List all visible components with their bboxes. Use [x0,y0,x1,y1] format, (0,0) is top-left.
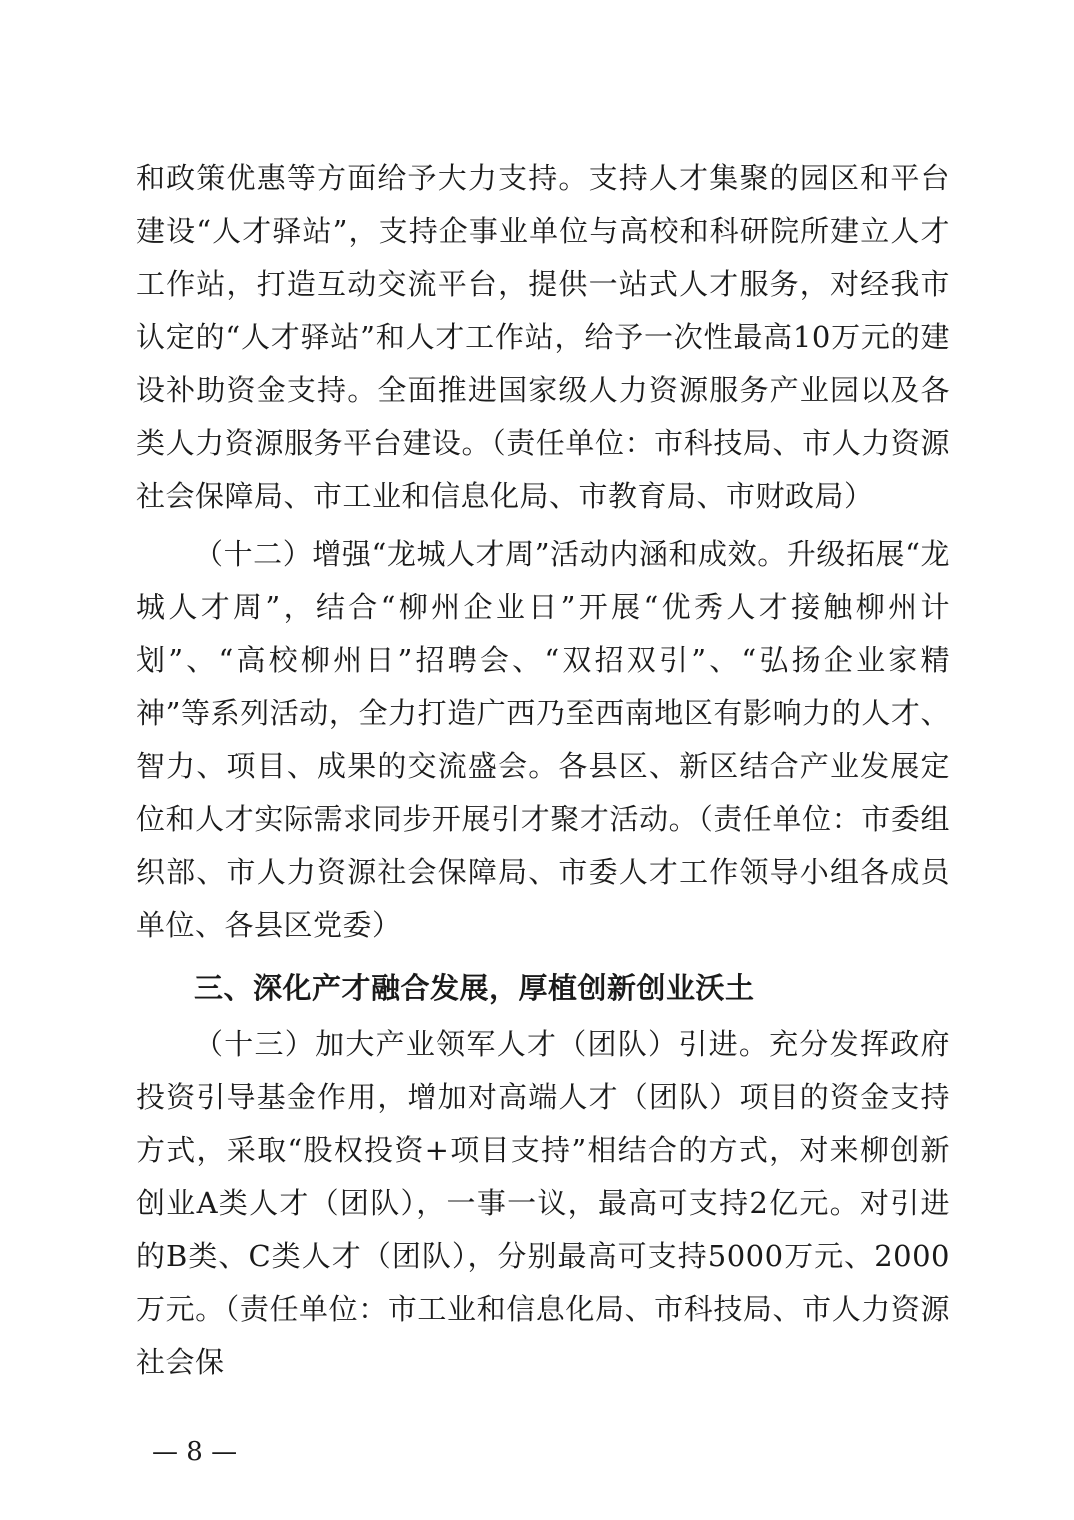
paragraph-item-13: （十三）加大产业领军人才（团队）引进。充分发挥政府投资引导基金作用，增加对高端人才（团队）项目的资金支持方式，采取“股权投资+项目支持”相结合的方式，对来柳创新创业A类人才（团队），一事一议，最高可支持2亿元。对引进的B类、C类人才（团队），分别最高可支持5000万元、2000万元。（责任单位：市工业和信息化局、市科技局、市人力资源社会保 [136,1027,950,1379]
section-heading: 三、深化产才融合发展，厚植创新创业沃土 [194,971,755,1005]
paragraph-item-12: （十二）增强“龙城人才周”活动内涵和成效。升级拓展“龙城人才周”，结合“柳州企业日”开展“优秀人才接触柳州计划”、“高校柳州日”招聘会、“双招双引”、“弘扬企业家精神”等系列活动，全力打造广西乃至西南地区有影响力的人才、智力、项目、成果的交流盛会。各县区、新区结合产业发展定位和人才实际需求同步开展引才聚才活动。（责任单位：市委组织部、市人力资源社会保障局、市委人才工作领导小组各成员单位、各县区党委） [136,537,950,942]
paragraph-continued: 和政策优惠等方面给予大力支持。支持人才集聚的园区和平台建设“人才驿站”，支持企事业单位与高校和科研院所建立人才工作站，打造互动交流平台，提供一站式人才服务，对经我市认定的“人才驿站”和人才工作站，给予一次性最高10万元的建设补助资金支持。全面推进国家级人力资源服务产业园以及各类人力资源服务平台建设。（责任单位：市科技局、市人力资源社会保障局、市工业和信息化局、市教育局、市财政局） [136,161,950,513]
page-number: — 8 — [152,1437,238,1467]
